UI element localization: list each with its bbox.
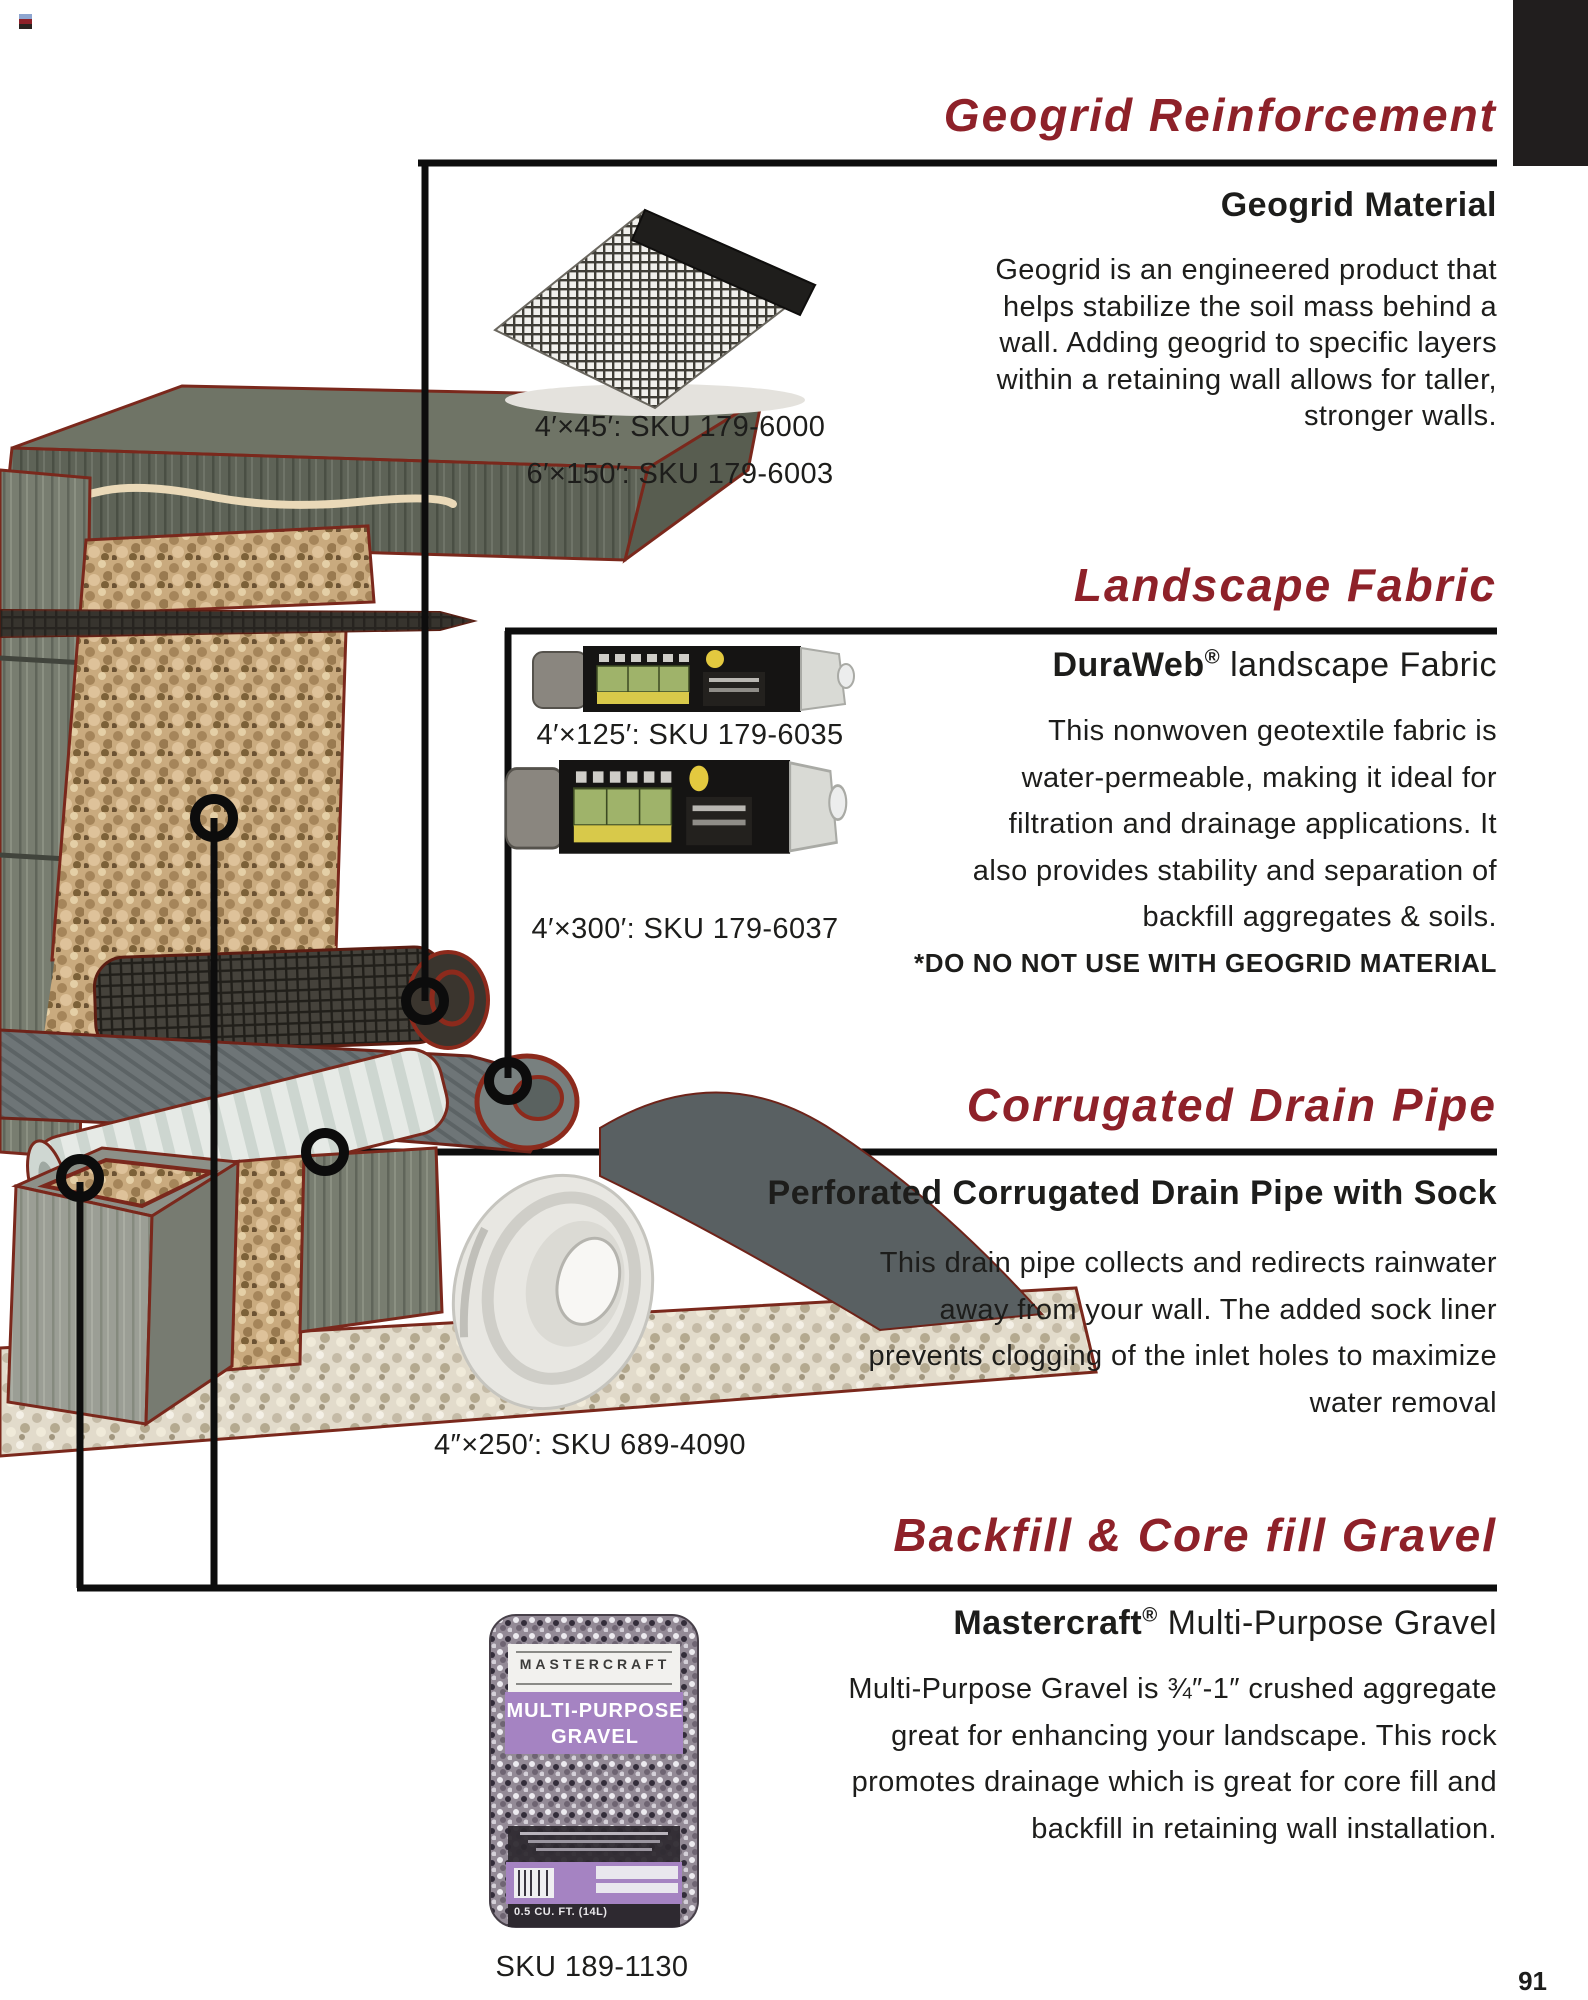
text-line: This drain pipe collects and redirects rainwater xyxy=(879,1247,1497,1279)
text-line: Geogrid is an engineered product that xyxy=(995,254,1497,286)
text-line: also provides stability and separation of xyxy=(972,854,1497,887)
text-line: This nonwoven geotextile fabric is xyxy=(1048,715,1497,747)
section-title-fabric: Landscape Fabric xyxy=(1073,559,1497,611)
section-title-geogrid: Geogrid Reinforcement xyxy=(943,89,1497,141)
text-line: great for enhancing your landscape. This rock xyxy=(891,1719,1497,1752)
text-line: backfill in retaining wall installation. xyxy=(1031,1812,1497,1845)
page-number: 91 xyxy=(1518,1966,1547,1996)
bag-title-line1: MULTI-PURPOSE xyxy=(506,1700,684,1722)
pipe-sku xyxy=(400,1422,780,1469)
sku-line: 4′×45′: SKU 179-6000 xyxy=(534,411,826,443)
heading-mastercraft xyxy=(953,1604,1497,1643)
bag-brand-label: MASTERCRAFT xyxy=(519,1656,671,1672)
text-line: Multi-Purpose Gravel is ¾″-1″ crushed aggregate xyxy=(848,1673,1497,1705)
fabric-roll-product-2 xyxy=(506,760,846,854)
text-line: prevents clogging of the inlet holes to maximize xyxy=(868,1340,1497,1373)
heading-rest: landscape Fabric xyxy=(1220,646,1497,684)
fabric-sku-2 xyxy=(495,906,875,953)
text-line: backfill aggregates & soils. xyxy=(1142,901,1497,934)
geogrid-layer xyxy=(0,610,474,637)
section-title-gravel: Backfill & Core fill Gravel xyxy=(893,1509,1497,1561)
brand-mastercraft: Mastercraft xyxy=(953,1604,1143,1642)
gravel-sku xyxy=(472,1944,712,1991)
sku-line: 4″×250′: SKU 689-4090 xyxy=(434,1429,746,1461)
heading-perforated-pipe: Perforated Corrugated Drain Pipe with Sock xyxy=(767,1174,1497,1212)
fabric-description xyxy=(973,708,1497,941)
text-line: within a retaining wall allows for taller, xyxy=(996,363,1497,396)
text-line: helps stabilize the soil mass behind a xyxy=(1003,290,1497,323)
section-title-pipe: Corrugated Drain Pipe xyxy=(966,1079,1497,1131)
fabric-roll-product-1 xyxy=(533,646,854,712)
text-line: wall. Adding geogrid to specific layers xyxy=(999,327,1497,360)
geogrid-product-photo xyxy=(495,210,815,416)
sku-line: 4′×125′: SKU 179-6035 xyxy=(536,719,844,751)
heading-geogrid-material: Geogrid Material xyxy=(1220,186,1497,224)
gravel-description xyxy=(848,1666,1497,1852)
heading-rest: Multi-Purpose Gravel xyxy=(1157,1604,1497,1642)
geogrid-skus xyxy=(470,404,890,498)
fabric-warning-note: *DO NO NOT USE WITH GEOGRID MATERIAL xyxy=(914,948,1497,978)
text-line: filtration and drainage applications. It xyxy=(1008,808,1497,841)
text-line: stronger walls. xyxy=(1304,400,1497,433)
text-line: promotes drainage which is great for core fill and xyxy=(851,1766,1497,1799)
heading-duraweb xyxy=(1052,646,1497,685)
text-line: water removal xyxy=(1309,1386,1497,1419)
bag-size-label: 0.5 CU. FT. (14L) xyxy=(514,1906,608,1918)
bag-title-line2: GRAVEL xyxy=(551,1726,639,1748)
geogrid-description xyxy=(995,252,1497,435)
sku-line: 4′×300′: SKU 179-6037 xyxy=(531,913,839,945)
registered-mark: ® xyxy=(1204,646,1221,669)
registered-mark: ® xyxy=(1142,1604,1158,1627)
text-line: away from your wall. The added sock liner xyxy=(939,1293,1497,1326)
pipe-description xyxy=(868,1240,1497,1426)
brand-duraweb: DuraWeb xyxy=(1052,646,1205,684)
fabric-sku-1 xyxy=(505,712,875,759)
text-line: water-permeable, making it ideal for xyxy=(1021,761,1497,794)
sku-line: SKU 189-1130 xyxy=(495,1951,689,1983)
sku-line: 6′×150′: SKU 179-6003 xyxy=(526,458,834,490)
